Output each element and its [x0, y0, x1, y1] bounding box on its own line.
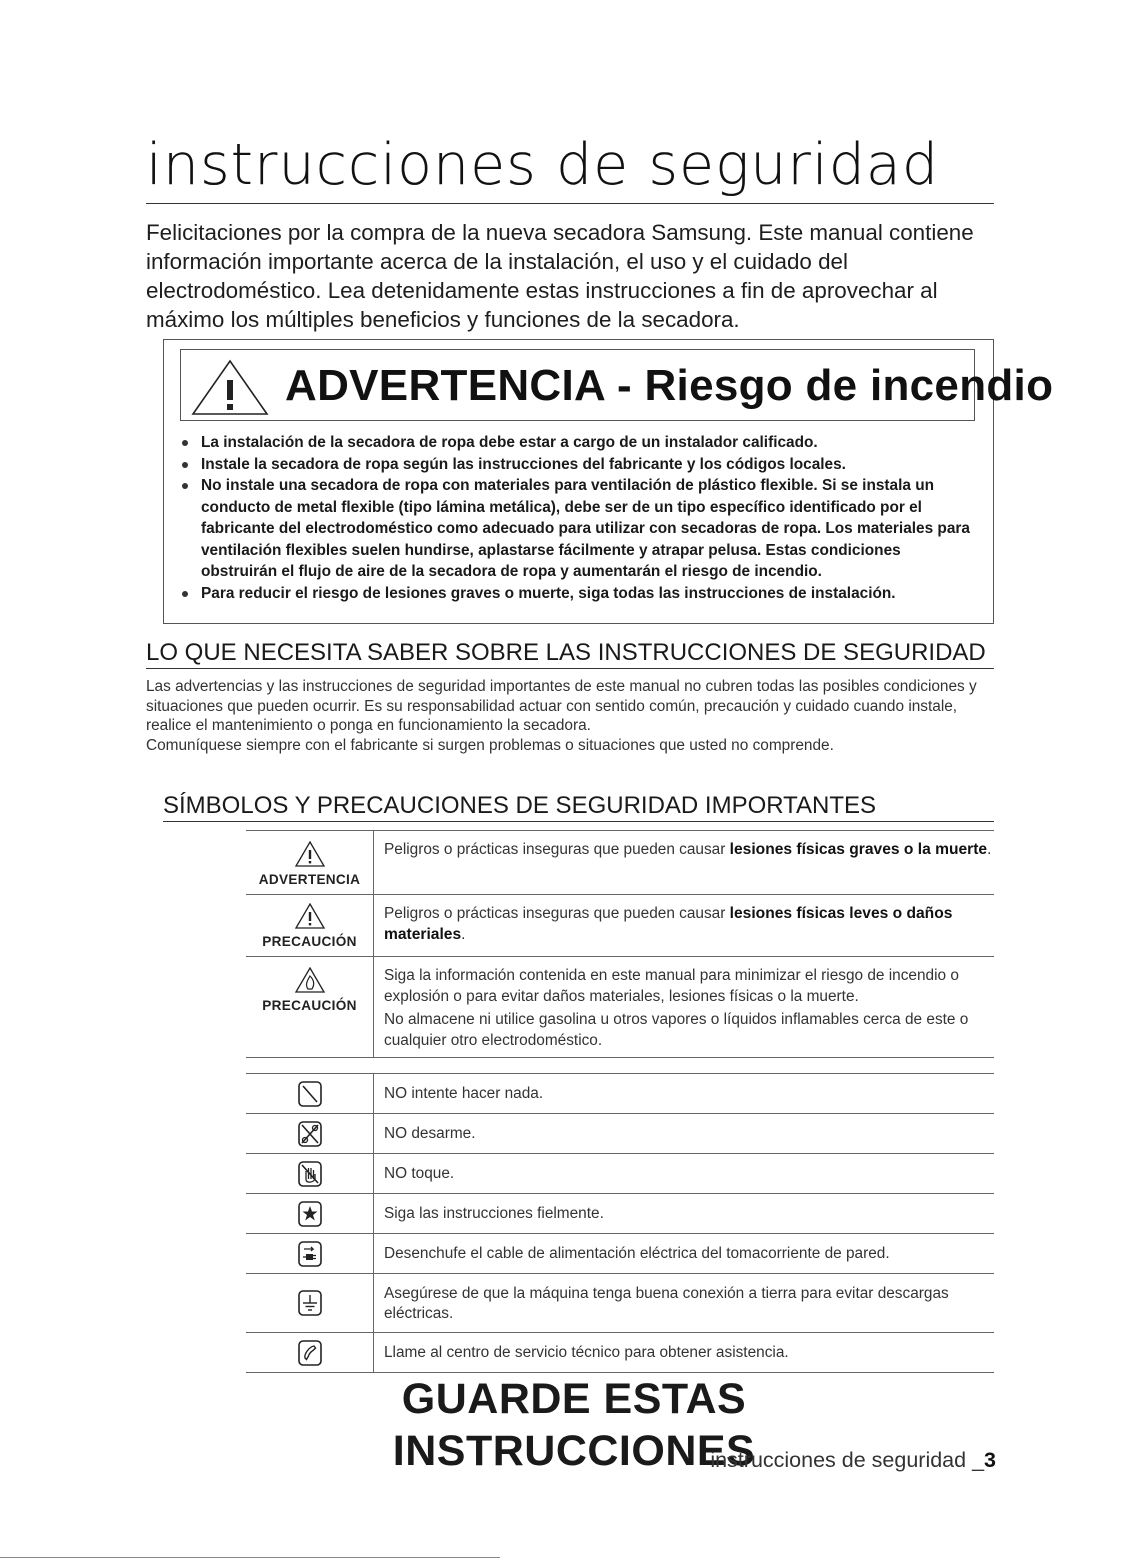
unplug-icon	[298, 1241, 322, 1267]
warning-list	[180, 432, 980, 604]
symbol-description: Llame al centro de servicio técnico para obtener asistencia.	[384, 1344, 789, 1361]
symbols-table	[246, 1073, 994, 1373]
table-row	[246, 1074, 994, 1114]
list-item: No instale una secadora de ropa con materiales para ventilación de plástico flexible. Si se instala un conducto de metal flexible (tipo lámina metálica), debe ser de un tipo específico identificado por el fabricante del electrodoméstico como adecuado para utilizar con secadoras de ropa. Los materiales para ventilación flexibles suelen hundirse, aplastarse fácilmente y atrapar pelusa. Estas condiciones obstruirán el flujo de aire de la secadora de ropa y aumentarán el riesgo de incendio.	[180, 475, 980, 583]
table-row	[246, 895, 994, 957]
no-touch-icon	[298, 1161, 322, 1187]
page-number: 3	[984, 1448, 996, 1472]
no-disassemble-icon	[298, 1121, 322, 1147]
table-row	[246, 957, 994, 1058]
warning-triangle-icon	[295, 841, 325, 867]
symbol-description: NO intente hacer nada.	[384, 1085, 544, 1102]
table-row	[246, 1234, 994, 1274]
symbol-label: PRECAUCIÓN	[262, 998, 357, 1013]
symbol-cell	[246, 895, 374, 957]
ground-icon	[298, 1290, 322, 1316]
precautions-table	[246, 830, 994, 1058]
paragraph: Comuníquese siempre con el fabricante si surgen problemas o situaciones que usted no comprende.	[146, 736, 834, 754]
page-footer: instrucciones de seguridad _3	[710, 1448, 996, 1472]
symbol-description: Siga las instrucciones fielmente.	[384, 1205, 604, 1222]
symbol-cell	[246, 1114, 374, 1154]
table-row	[246, 831, 994, 895]
table-row	[246, 1274, 994, 1333]
symbol-cell	[246, 1194, 374, 1234]
warning-heading: ADVERTENCIA - Riesgo de incendio	[285, 361, 1054, 410]
symbol-label: ADVERTENCIA	[258, 872, 361, 887]
symbol-description: NO desarme.	[384, 1125, 476, 1142]
follow-instructions-icon	[298, 1201, 322, 1227]
symbol-cell	[246, 1274, 374, 1333]
bullet-icon	[182, 591, 188, 597]
section-heading-symbols: SÍMBOLOS Y PRECAUCIONES DE SEGURIDAD IMPORTANTES	[163, 791, 994, 822]
bullet-icon	[182, 483, 188, 489]
symbol-description: Desenchufe el cable de alimentación eléctrica del tomacorriente de pared.	[384, 1245, 890, 1262]
symbol-description: NO toque.	[384, 1165, 455, 1182]
symbol-cell	[246, 1234, 374, 1274]
warning-header	[180, 349, 1054, 421]
symbol-cell	[246, 1074, 374, 1114]
page-title: instrucciones de seguridad	[146, 133, 994, 204]
call-service-icon	[298, 1340, 322, 1366]
symbol-cell	[246, 831, 374, 895]
list-item: Instale la secadora de ropa según las instrucciones del fabricante y los códigos locales.	[180, 454, 980, 476]
warning-triangle-icon	[191, 358, 269, 416]
intro-paragraph: Felicitaciones por la compra de la nueva secadora Samsung. Este manual contiene información importante acerca de la instalación, el uso y el cuidado del electrodoméstico. Lea detenidamente estas instrucciones a fin de aprovechar al máximo los múltiples beneficios y funciones de la secadora.	[146, 220, 974, 332]
section-heading-need-to-know: LO QUE NECESITA SABER SOBRE LAS INSTRUCCIONES DE SEGURIDAD	[146, 638, 994, 669]
bullet-icon	[182, 440, 188, 446]
symbol-label: PRECAUCIÓN	[262, 934, 357, 949]
paragraph: Las advertencias y las instrucciones de seguridad importantes de este manual no cubren todas las posibles condiciones y situaciones que pueden ocurrir. Es su responsabilidad actuar con sentido común, precaución y cuidado cuando instale, realice el mantenimiento o ponga en funcionamiento la secadora.	[146, 678, 977, 734]
section-need-to-know-text	[146, 677, 996, 755]
caution-triangle-icon	[295, 903, 325, 929]
symbol-description: Asegúrese de que la máquina tenga buena conexión a tierra para evitar descargas eléctricas.	[384, 1285, 949, 1322]
list-item: La instalación de la secadora de ropa debe estar a cargo de un instalador calificado.	[180, 432, 980, 454]
list-item: Para reducir el riesgo de lesiones graves o muerte, siga todas las instrucciones de instalación.	[180, 583, 980, 605]
table-row	[246, 1154, 994, 1194]
symbol-description: Peligros o prácticas inseguras que pueden causar lesiones físicas graves o la muerte.	[384, 841, 992, 858]
save-instructions-heading: GUARDE ESTAS INSTRUCCIONES	[392, 1375, 756, 1475]
symbol-cell	[246, 1154, 374, 1194]
prohibited-icon	[298, 1081, 322, 1107]
bullet-icon	[182, 462, 188, 468]
fire-caution-icon	[295, 967, 325, 993]
table-row	[246, 1114, 994, 1154]
table-row	[246, 1194, 994, 1234]
table-row	[246, 1333, 994, 1373]
symbol-description: Peligros o prácticas inseguras que pueden causar lesiones físicas leves o daños materiales.	[384, 905, 953, 943]
symbol-cell	[246, 957, 374, 1058]
symbol-description: Siga la información contenida en este manual para minimizar el riesgo de incendio o explosión o para evitar daños materiales, lesiones físicas o la muerte. No almacene ni utilice gasolina u otros vapores o líquidos inflamables cerca de este o cualquier otro electrodoméstico.	[384, 967, 969, 1049]
symbol-cell	[246, 1333, 374, 1373]
page-edge-line	[0, 1557, 500, 1558]
